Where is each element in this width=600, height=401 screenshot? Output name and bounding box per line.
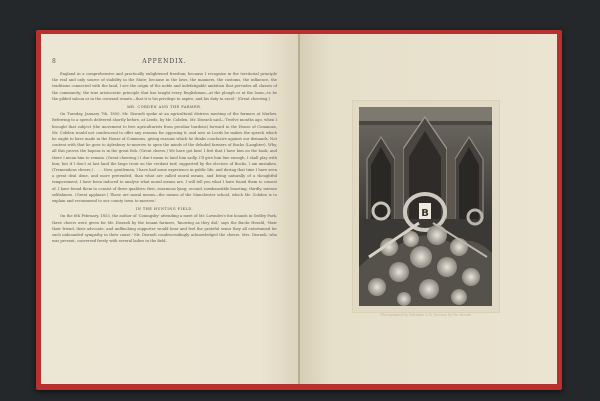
paragraph: England in a comprehensive and practically enlightened freedom; because I recognise in the territorial principle the real and only source of stability in the State; because in the laws, the manners, the customs, the influence, the traditions connected with the land, I see the origin of the noble and indefatigable ambition that pervades all classes of the community; the true aristocratic principle that has taught every Englishman—at the plough or at the loom—to be the gilded saloon or in the crowned senate—that it is his privilege to aspire, and his duty to excel.' (Great cheering.) xyxy=(52,72,277,101)
page-number: 8 xyxy=(52,58,56,65)
running-head: APPENDIX. xyxy=(142,58,187,65)
svg-text:B: B xyxy=(421,208,429,219)
paragraph: On the 6th February, 1853, the author of 'Coningsby' attending a meet of Mr. Lowndes's fox hounds in Sedley Park, three cheers were given for Mr. Disraeli by the tenant farmers, 'knowing as they did,' says the Bucks Herald, 'their their friend, their advocate, and unflinching supporter would hear and feel the grateful sense they all entertained for such unbounded sympathy in their cause.' Mr. Disraeli condescendingly acknowledged the cheers. Mrs. Disraeli, who was present, conversed freely with several ladies in the field. xyxy=(52,214,277,244)
section-heading-cobden: MR. COBDEN AND THE FARMER. xyxy=(127,105,202,110)
memorial-photograph xyxy=(359,107,492,306)
page-header xyxy=(52,58,277,68)
photo-plate xyxy=(359,107,492,306)
plate-caption: Photographed by Valentine & W. Downey for the Herald. xyxy=(380,313,472,317)
paragraph: On Tuesday, January 7th, 1850, Mr. Disraeli spoke at an agricultural distress meeting of the farmers at Marlow. Referring to a speech delivered shortly before, at Leeds, by Mr. Cobden, Mr. Disraeli said—'Twelve months ago, when I brought that subject (the movement to free agriculturists from peculiar burdens) forward in the House of Commons, Mr. Cobden would not condescend to offer any reasons for opposing it, and now at Leeds he makes the speech which he ought to have made in the House of Commons, giving reasons which he thinks conclusive against our demands. Not content with that he goes to Aylesbury to-morrow to open the minds of the deluded farmers of Bucks (Laughter). Why, all this proves the hopeas is in the great fish. (Great cheers.) We have got him! I feel that I have him on the hook, and there I mean him to remain. (Great cheering.) I don't mean to land him sadly. I'll give him line enough, I shall play with him; but if I don't at last land the large trout on the verdant turf, supported by the electors of Bucks, I am mistaken. (Tremendous cheers.) . . . . Now, gentlemen, I have had some experience in public life, and during that time I have seen a great deal done, and more pretended, than what are called moral means, and being naturally of a thoughtful temperament, I have been induced to analyse what moral means are. I will tell you what I have found them to consist of. I have found them to consist of three qualities: first, enormous lying; second, inexhaustible boasting; thirdly, intense selfishness. (Great applause.) These are moral means—the means of the Manchester school, which Mr. Cobden is to explain and recommend to our county town to-morrow.' xyxy=(52,112,277,204)
section-heading-hunting-field: IN THE HUNTING FIELD. xyxy=(135,207,194,212)
left-page-text xyxy=(52,71,277,244)
